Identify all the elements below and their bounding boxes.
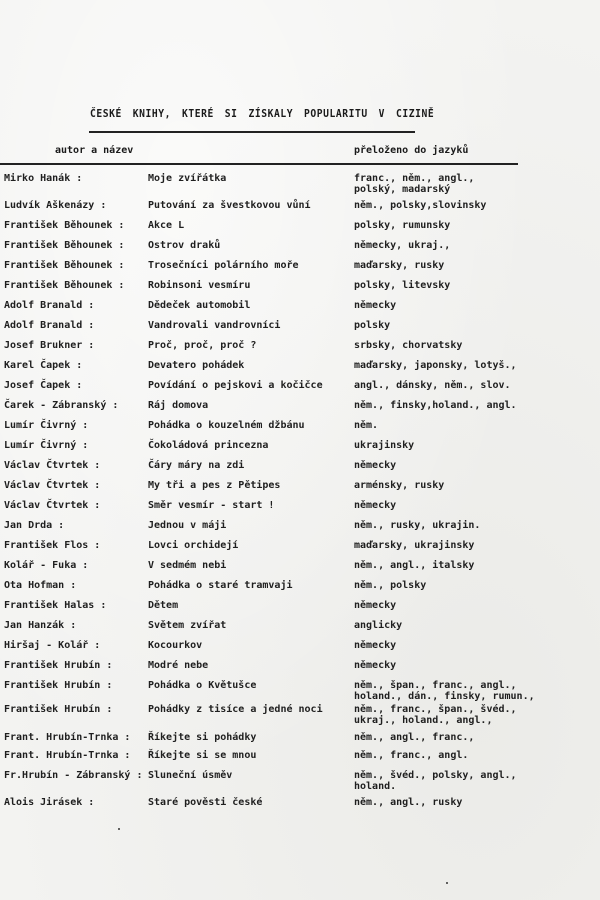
language-line: franc., něm., angl., <box>354 173 475 184</box>
author-cell: Josef Čapek : <box>4 380 83 391</box>
language-line: něm., finsky,holand., angl. <box>354 400 517 411</box>
book-title-cell: Devatero pohádek <box>148 360 245 371</box>
document-title: ČESKÉ KNIHY, KTERÉ SI ZÍSKALY POPULARITU V CIZINĚ <box>90 108 435 120</box>
language-line: něm., angl., italsky <box>354 560 475 571</box>
book-title-cell: Lovci orchidejí <box>148 540 239 551</box>
language-line: německy, ukraj., <box>354 240 451 251</box>
language-line: něm., franc., špan., švéd., <box>354 704 517 715</box>
languages-cell <box>354 750 468 761</box>
languages-cell <box>354 260 444 271</box>
book-title-cell: Ráj domova <box>148 400 209 411</box>
author-cell: Frant. Hrubín-Trnka : <box>4 732 131 743</box>
author-cell: Lumír Čivrný : <box>4 420 89 431</box>
author-cell: Ota Hofman : <box>4 580 77 591</box>
author-cell: Josef Brukner : <box>4 340 95 351</box>
title-underline <box>89 131 415 133</box>
languages-cell <box>354 173 474 195</box>
column-header-languages: přeloženo do jazyků <box>354 145 469 156</box>
author-cell: František Flos : <box>4 540 101 551</box>
book-title-cell: Modré nebe <box>148 660 209 671</box>
languages-cell <box>354 660 396 671</box>
book-title-cell: Čáry máry na zdi <box>148 460 245 471</box>
author-cell: František Běhounek : <box>4 280 125 291</box>
book-title-cell: Dětem <box>148 600 179 611</box>
language-line: polsky, litevsky <box>354 280 451 291</box>
language-line: něm., angl., franc., <box>354 732 475 743</box>
languages-cell <box>354 380 511 391</box>
languages-cell <box>354 220 450 231</box>
language-line: něm., polsky,slovinsky <box>354 200 487 211</box>
languages-cell <box>354 704 517 726</box>
language-line: srbsky, chorvatsky <box>354 340 463 351</box>
author-cell: František Halas : <box>4 600 107 611</box>
book-title-cell: Říkejte si se mnou <box>148 750 257 761</box>
languages-cell <box>354 620 402 631</box>
languages-cell <box>354 460 396 471</box>
language-line: něm., angl., rusky <box>354 797 463 808</box>
author-cell: Mirko Hanák : <box>4 173 83 184</box>
author-cell: Frant. Hrubín-Trnka : <box>4 750 131 761</box>
author-cell: Karel Čapek : <box>4 360 83 371</box>
languages-cell <box>354 560 474 571</box>
author-cell: Václav Čtvrtek : <box>4 460 101 471</box>
language-line: polský, madarský <box>354 184 451 195</box>
language-line: maďarsky, ukrajinsky <box>354 540 475 551</box>
languages-cell <box>354 770 517 792</box>
languages-cell <box>354 680 535 702</box>
language-line: německy <box>354 460 397 471</box>
book-title-cell: Pohádka o staré tramvaji <box>148 580 293 591</box>
languages-cell <box>354 200 486 211</box>
author-cell: Ludvík Aškenázy : <box>4 200 107 211</box>
book-title-cell: Pohádka o Květušce <box>148 680 257 691</box>
languages-cell <box>354 300 396 311</box>
languages-cell <box>354 360 517 371</box>
book-title-cell: My tři a pes z Pětipes <box>148 480 281 491</box>
language-line: německy <box>354 660 397 671</box>
language-line: ukrajinsky <box>354 440 415 451</box>
book-title-cell: Jednou v máji <box>148 520 227 531</box>
languages-cell <box>354 540 474 551</box>
paper-speck <box>118 828 120 830</box>
paper-speck <box>446 882 448 884</box>
language-line: arménsky, rusky <box>354 480 445 491</box>
languages-cell <box>354 320 390 331</box>
author-cell: Čarek - Zábranský : <box>4 400 119 411</box>
book-title-cell: Putování za švestkovou vůní <box>148 200 311 211</box>
language-line: angl., dánsky, něm., slov. <box>354 380 511 391</box>
languages-cell <box>354 280 450 291</box>
book-title-cell: Sluneční úsměv <box>148 770 233 781</box>
language-line: německy <box>354 640 397 651</box>
languages-cell <box>354 732 474 743</box>
author-cell: František Hrubín : <box>4 704 113 715</box>
book-title-cell: Robinsoni vesmíru <box>148 280 251 291</box>
languages-cell <box>354 400 517 411</box>
author-cell: Václav Čtvrtek : <box>4 500 101 511</box>
languages-cell <box>354 420 378 431</box>
book-title-cell: Moje zvířátka <box>148 173 227 184</box>
language-line: ukraj., holand., angl., <box>354 715 493 726</box>
language-line: holand. <box>354 781 397 792</box>
language-line: maďarsky, japonsky, lotyš., <box>354 360 517 371</box>
language-line: německy <box>354 600 397 611</box>
languages-cell <box>354 797 462 808</box>
languages-cell <box>354 500 396 511</box>
book-title-cell: Vandrovali vandrovníci <box>148 320 281 331</box>
languages-cell <box>354 580 426 591</box>
author-cell: František Hrubín : <box>4 660 113 671</box>
author-cell: František Běhounek : <box>4 220 125 231</box>
book-title-cell: Staré pověsti české <box>148 797 263 808</box>
language-line: anglicky <box>354 620 403 631</box>
author-cell: Václav Čtvrtek : <box>4 480 101 491</box>
language-line: polsky, rumunsky <box>354 220 451 231</box>
author-cell: Kolář - Fuka : <box>4 560 89 571</box>
languages-cell <box>354 520 480 531</box>
book-title-cell: Proč, proč, proč ? <box>148 340 257 351</box>
book-title-cell: Směr vesmír - start ! <box>148 500 275 511</box>
language-line: něm. <box>354 420 379 431</box>
author-cell: Jan Drda : <box>4 520 65 531</box>
book-title-cell: Světem zvířat <box>148 620 227 631</box>
languages-cell <box>354 480 444 491</box>
book-title-cell: Ostrov draků <box>148 240 221 251</box>
author-cell: Hiršaj - Kolář : <box>4 640 101 651</box>
language-line: něm., švéd., polsky, angl., <box>354 770 517 781</box>
header-rule <box>0 163 518 165</box>
book-title-cell: Akce L <box>148 220 185 231</box>
language-line: polsky <box>354 320 391 331</box>
column-header-author-title: autor a název <box>55 145 134 156</box>
languages-cell <box>354 240 450 251</box>
author-cell: Fr.Hrubín - Zábranský : <box>4 770 143 781</box>
languages-cell <box>354 640 396 651</box>
language-line: holand., dán., finsky, rumun., <box>354 691 535 702</box>
language-line: maďarsky, rusky <box>354 260 445 271</box>
book-title-cell: Pohádky z tisíce a jedné noci <box>148 704 323 715</box>
languages-cell <box>354 600 396 611</box>
author-cell: Jan Hanzák : <box>4 620 77 631</box>
language-line: něm., polsky <box>354 580 427 591</box>
language-line: něm., špan., franc., angl., <box>354 680 517 691</box>
language-line: něm., rusky, ukrajin. <box>354 520 481 531</box>
book-title-cell: Kocourkov <box>148 640 203 651</box>
author-cell: Alois Jirásek : <box>4 797 95 808</box>
language-line: německy <box>354 500 397 511</box>
author-cell: Lumír Čivrný : <box>4 440 89 451</box>
book-title-cell: V sedmém nebi <box>148 560 227 571</box>
book-title-cell: Trosečníci polárního moře <box>148 260 299 271</box>
book-title-cell: Dědeček automobil <box>148 300 251 311</box>
languages-cell <box>354 340 462 351</box>
author-cell: František Běhounek : <box>4 240 125 251</box>
book-title-cell: Povídání o pejskovi a kočičce <box>148 380 323 391</box>
author-cell: František Běhounek : <box>4 260 125 271</box>
author-cell: Adolf Branald : <box>4 300 95 311</box>
language-line: německy <box>354 300 397 311</box>
book-title-cell: Pohádka o kouzelném džbánu <box>148 420 305 431</box>
book-title-cell: Čokoládová princezna <box>148 440 269 451</box>
language-line: něm., franc., angl. <box>354 750 469 761</box>
languages-cell <box>354 440 414 451</box>
book-title-cell: Říkejte si pohádky <box>148 732 257 743</box>
author-cell: František Hrubín : <box>4 680 113 691</box>
author-cell: Adolf Branald : <box>4 320 95 331</box>
